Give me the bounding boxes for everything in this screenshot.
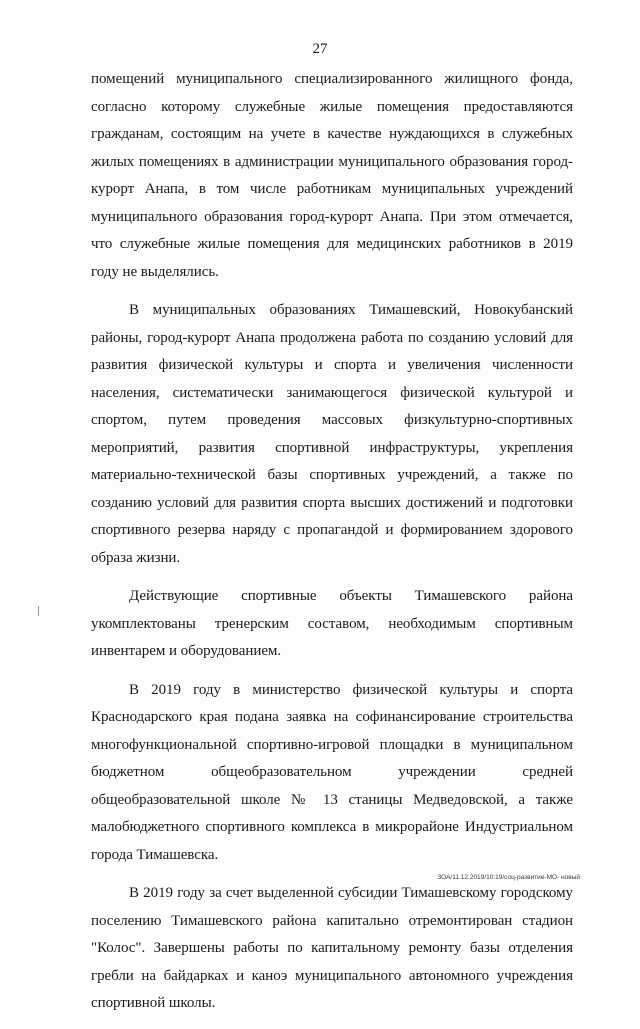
page-number: 27 [312, 41, 328, 57]
paragraph-continued: помещений муниципального специализированного жилищного фонда, согласно которому служебные жилые помещения предоставляются гражданам, состоящим на учете в качестве нуждающихся в служебных жилых помещениях в администрации муниципального образования город-курорт Анапа, в том числе работникам муниципальных учреждений муниципального образования город-курорт Анапа. При этом отмечается, что служебные жилые помещения для медицинских работников в 2019 году не выделялись. [91, 71, 573, 280]
paragraph-sports-development: В муниципальных образованиях Тимашевский, Новокубанский районы, город-курорт Анапа продолжена работа по созданию условий для развития физической культуры и спорта и увеличения численности населения, систематически занимающегося физической культурой и спортом, путем проведения массовых физкультурно-спортивных мероприятий, развития спортивной инфраструктуры, укрепления материально-технической базы спортивных учреждений, а также по созданию условий для развития спорта высших достижений и подготовки спортивного резерва наряду с пропагандой и формированием здорового образа жизни. [91, 302, 573, 566]
body-text [91, 66, 573, 1029]
paragraph-stadium-repair: В 2019 году за счет выделенной субсидии Тимашевскому городскому поселению Тимашевского района капитально отремонтирован стадион "Колос". Завершены работы по капитальному ремонту базы отделения гребли на байдарках и каноэ муниципального автономного учреждения спортивной школы. [91, 885, 573, 1011]
paragraph-sports-facilities: Действующие спортивные объекты Тимашевского района укомплектованы тренерским составом, необходимым спортивным инвентарем и оборудованием. [91, 588, 573, 659]
scan-artifact [38, 606, 39, 616]
footer-file-reference: ЗОА/11.12.2019/10:19/соц-развитие-МО- новый [437, 874, 580, 881]
paragraph-funding-application: В 2019 году в министерство физической культуры и спорта Краснодарского края подана заявка на софинансирование строительства многофункциональной спортивно-игровой площадки в муниципальном бюджетном общеобразовательном учреждении средней общеобразовательной школе № 13 станицы Медведовской, а также малобюджетного спортивного комплекса в микрорайоне Индустриальном города Тимашевска. [91, 681, 573, 863]
